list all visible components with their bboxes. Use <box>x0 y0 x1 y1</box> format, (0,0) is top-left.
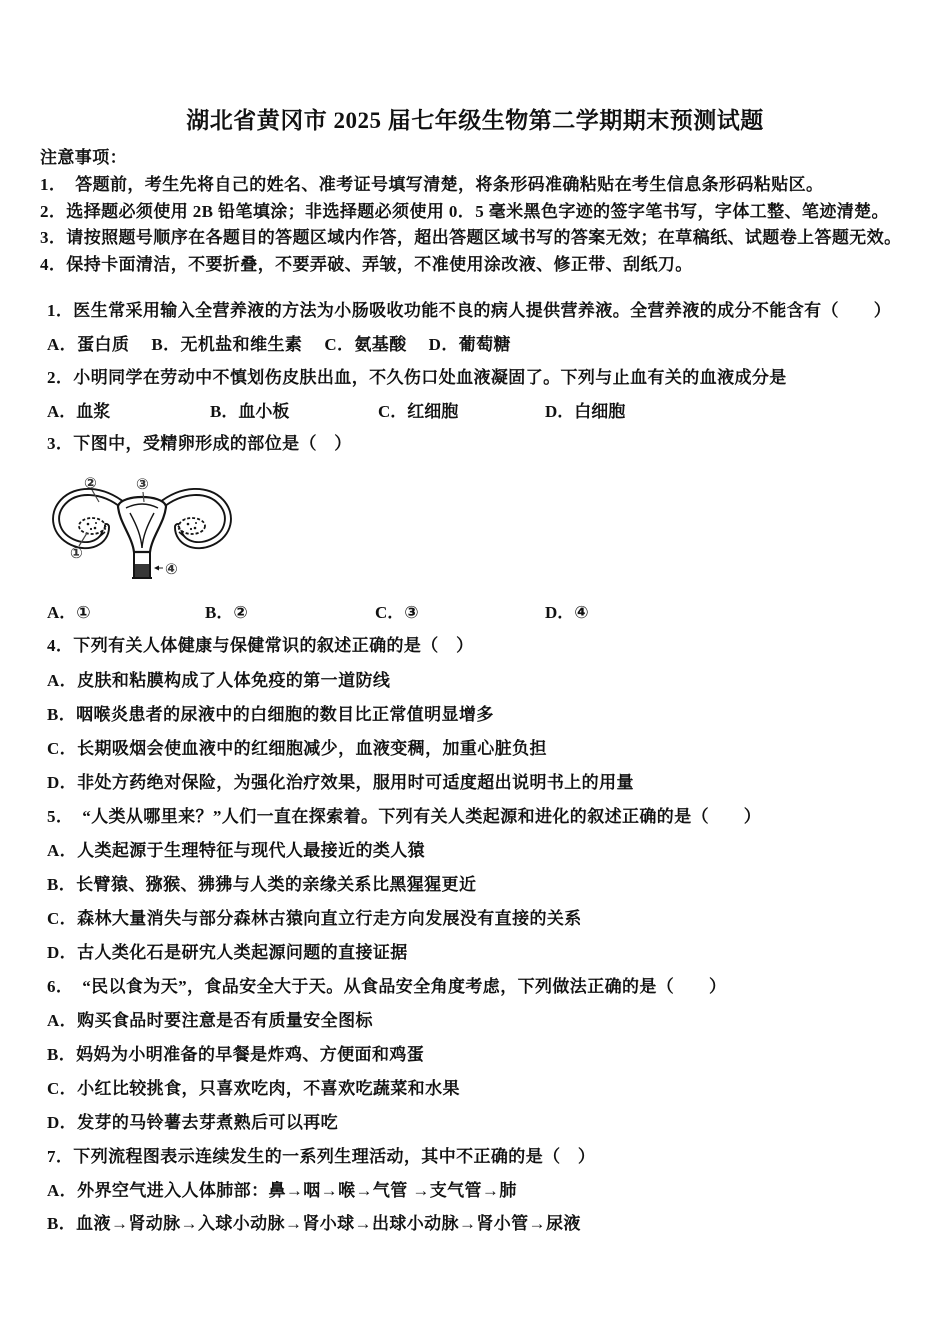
question-2-options-row <box>0 401 950 423</box>
question-4-option-b: B．咽喉炎患者的尿液中的白细胞的数目比正常值明显增多 <box>47 705 494 724</box>
question-6-stem: 6． “民以食为天”，食品安全大于天。从食品安全角度考虑，下列做法正确的是（ ） <box>47 977 727 996</box>
question-2-option-a: A．血浆 <box>47 402 111 421</box>
figure-label-3: ③ <box>136 475 149 493</box>
question-2-option-d: D．白细胞 <box>545 402 626 421</box>
question-7-option-a: A．外界空气进入人体肺部：鼻→咽→喉→气管 →支气管→肺 <box>47 1181 517 1200</box>
question-3-option-a: A．① <box>47 603 91 622</box>
question-4-option-d: D．非处方药绝对保险，为强化治疗效果，服用时可适度超出说明书上的用量 <box>47 773 634 792</box>
notice-item-3: 3．请按照题号顺序在各题目的答题区域内作答，超出答题区域书写的答案无效；在草稿纸、试题卷上答题无效。 <box>40 228 902 247</box>
question-2-option-c: C．红细胞 <box>378 402 459 421</box>
question-3-options-row <box>0 602 950 624</box>
question-7-stem: 7．下列流程图表示连续发生的一系列生理活动，其中不正确的是（ ） <box>47 1147 596 1166</box>
notice-item-2: 2．选择题必须使用 2B 铅笔填涂；非选择题必须使用 0．5 毫米黑色字迹的签字笔书写，字体工整、笔迹清楚。 <box>40 202 889 221</box>
notice-heading: 注意事项： <box>40 148 127 167</box>
question-3-option-b: B．② <box>205 603 248 622</box>
female-reproductive-system-figure <box>46 466 238 586</box>
question-5-option-c: C．森林大量消失与部分森林古猿向直立行走方向发展没有直接的关系 <box>47 909 582 928</box>
notice-item-1: 1． 答题前，考生先将自己的姓名、准考证号填写清楚，将条形码准确粘贴在考生信息条形码粘贴区。 <box>40 175 824 194</box>
question-4-option-a: A．皮肤和粘膜构成了人体免疫的第一道防线 <box>47 671 391 690</box>
vagina-shading <box>135 564 149 577</box>
label4-arrowhead <box>154 566 159 571</box>
question-6-option-a: A．购买食品时要注意是否有质量安全图标 <box>47 1011 373 1030</box>
question-2-option-b: B．血小板 <box>210 402 290 421</box>
question-3-option-d: D．④ <box>545 603 589 622</box>
question-5-option-d: D．古人类化石是研宄人类起源问题的直接证据 <box>47 943 408 962</box>
figure-label-4: ④ <box>165 560 178 578</box>
question-6-option-d: D．发芽的马铃薯去芽煮熟后可以再吃 <box>47 1113 339 1132</box>
figure-label-1: ① <box>70 544 83 562</box>
question-5-option-b: B．长臂猿、猕猴、狒狒与人类的亲缘关系比黑猩猩更近 <box>47 875 477 894</box>
question-3-stem: 3．下图中，受精卵形成的部位是（ ） <box>47 434 352 453</box>
question-5-stem: 5． “人类从哪里来？”人们一直在探索着。下列有关人类起源和进化的叙述正确的是（ ） <box>47 807 762 826</box>
question-6-option-b: B．妈妈为小明准备的早餐是炸鸡、方便面和鸡蛋 <box>47 1045 425 1064</box>
question-7-option-b: B．血液→肾动脉→入球小动脉→肾小球→出球小动脉→肾小管→尿液 <box>47 1214 581 1233</box>
figure-label-2: ② <box>84 474 97 492</box>
question-1-stem: 1．医生常采用输入全营养液的方法为小肠吸收功能不良的病人提供营养液。全营养液的成分不能含有（ ） <box>47 301 892 320</box>
question-4-stem: 4．下列有关人体健康与保健常识的叙述正确的是（ ） <box>47 636 474 655</box>
page-title: 湖北省黄冈市 2025 届七年级生物第二学期期末预测试题 <box>186 108 764 133</box>
question-3-option-c: C．③ <box>375 603 419 622</box>
question-4-option-c: C．长期吸烟会使血液中的红细胞减少，血液变稠，加重心脏负担 <box>47 739 547 758</box>
question-1-options: A．蛋白质 B．无机盐和维生素 C．氨基酸 D．葡萄糖 <box>47 335 511 354</box>
question-6-option-c: C．小红比较挑食，只喜欢吃肉，不喜欢吃蔬菜和水果 <box>47 1079 460 1098</box>
notice-item-4: 4．保持卡面清洁，不要折叠，不要弄破、弄皱，不准使用涂改液、修正带、刮纸刀。 <box>40 255 693 274</box>
question-5-option-a: A．人类起源于生理特征与现代人最接近的类人猿 <box>47 841 426 860</box>
question-2-stem: 2．小明同学在劳动中不慎划伤皮肤出血，不久伤口处血液凝固了。下列与止血有关的血液成分是 <box>47 368 787 387</box>
